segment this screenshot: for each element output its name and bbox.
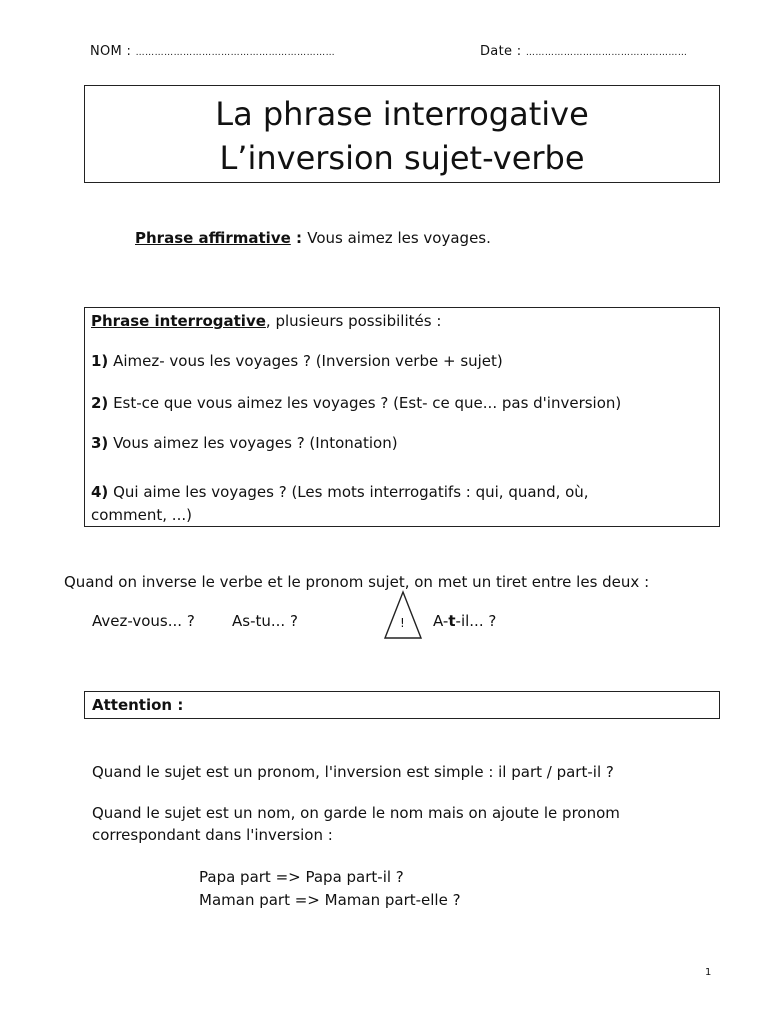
attention-box — [84, 691, 720, 719]
list-item — [91, 483, 589, 501]
item-text: Qui aime les voyages ? (Les mots interrogatifs : qui, quand, où, — [108, 483, 589, 501]
item-text: Vous aimez les voyages ? (Intonation) — [108, 434, 398, 452]
name-label: NOM : — [90, 44, 132, 59]
attention-label: Attention : — [92, 696, 184, 714]
name-dots: ……………………………………………………… — [135, 48, 336, 58]
note-pronoun: Quand le sujet est un pronom, l'inversion est simple : il part / part-il ? — [92, 763, 614, 781]
affirmative-colon: : — [290, 229, 308, 247]
title-line-2: L’inversion sujet-verbe — [219, 139, 585, 177]
item-number: 2) — [91, 394, 109, 412]
warning-triangle-icon — [383, 590, 423, 640]
title-line-1: La phrase interrogative — [215, 95, 589, 133]
example-bold-t: t — [448, 612, 456, 630]
example-as-tu: As-tu... ? — [232, 612, 298, 630]
item-text: comment, ...) — [91, 506, 192, 524]
date-dots: …………………………………………… — [525, 48, 688, 58]
note-noun-line-1: Quand le sujet est un nom, on garde le nom mais on ajoute le pronom — [92, 804, 620, 822]
list-item — [91, 352, 503, 370]
item-text: Est-ce que vous aimez les voyages ? (Est- ce que... pas d'inversion) — [108, 394, 622, 412]
item-number: 3) — [91, 434, 109, 452]
affirmative-text: Vous aimez les voyages. — [307, 229, 491, 247]
name-field — [90, 44, 335, 59]
affirmative-label: Phrase affirmative — [135, 229, 291, 247]
interrogative-intro: , plusieurs possibilités : — [265, 312, 442, 330]
rule-text: Quand on inverse le verbe et le pronom sujet, on met un tiret entre les deux : — [64, 573, 650, 591]
example-maman: Maman part => Maman part-elle ? — [199, 891, 461, 909]
page-number: 1 — [705, 967, 712, 978]
item-number: 1) — [91, 352, 109, 370]
list-item-continuation — [91, 506, 192, 524]
example-part: A- — [433, 612, 449, 630]
example-a-t-il — [433, 612, 496, 630]
list-item — [91, 394, 621, 412]
warning-mark: ! — [400, 616, 405, 630]
interrogative-heading — [91, 312, 441, 330]
list-item — [91, 434, 398, 452]
item-text: Aimez- vous les voyages ? (Inversion verbe + sujet) — [108, 352, 503, 370]
example-papa: Papa part => Papa part-il ? — [199, 868, 404, 886]
date-field — [480, 44, 687, 59]
note-noun-line-2: correspondant dans l'inversion : — [92, 826, 333, 844]
date-label: Date : — [480, 44, 522, 59]
affirmative-sentence — [135, 229, 491, 247]
example-part: -il... ? — [455, 612, 497, 630]
item-number: 4) — [91, 483, 109, 501]
example-avez-vous: Avez-vous... ? — [92, 612, 195, 630]
title-box — [84, 85, 720, 183]
interrogative-label: Phrase interrogative — [91, 312, 266, 330]
